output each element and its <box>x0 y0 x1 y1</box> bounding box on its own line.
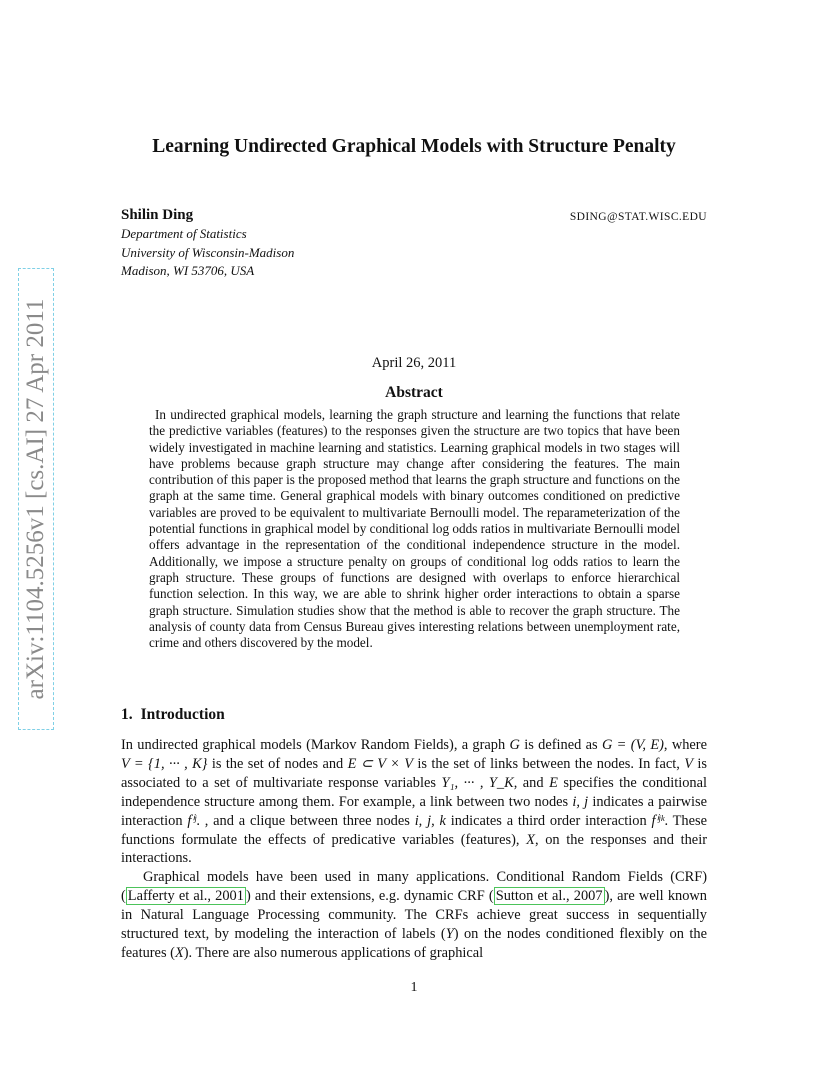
author-block <box>121 206 707 281</box>
text-span: ) on the nodes conditioned flexibly on the features ( <box>121 926 707 961</box>
arxiv-identifier[interactable]: arXiv:1104.5256v1 [cs.AI] 27 Apr 2011 <box>22 298 49 700</box>
paper-date: April 26, 2011 <box>371 355 457 371</box>
intro-paragraph-1 <box>121 736 707 868</box>
text-span: , where <box>663 737 707 753</box>
affiliation-university: University of Wisconsin-Madison <box>121 244 295 260</box>
text-span: . These functions formulate the effects of predicative variables (features), <box>121 812 707 848</box>
text-span: is the set of links between the nodes. In fact, <box>413 755 685 772</box>
author-email[interactable]: SDING@STAT.WISC.EDU <box>569 211 707 223</box>
math-E-def: E ⊂ V × V <box>347 755 414 772</box>
math-E: E <box>549 774 558 791</box>
math-ijk: i, j, k <box>414 812 446 829</box>
math-Y-set: Y₁, ··· , Y_K <box>441 774 514 791</box>
text-span: ) and their extensions, e.g. dynamic CRF ( <box>245 888 494 905</box>
abstract-heading: Abstract <box>385 384 443 401</box>
citation-lafferty[interactable]: Lafferty et al., 2001 <box>127 888 244 905</box>
text-span: Graphical models have been used in many applications. Conditional Random Fields (CRF) ( <box>121 869 707 905</box>
math-V-def: V = {1, ··· , K} <box>121 755 208 772</box>
intro-paragraph-2 <box>121 868 707 963</box>
text-span: ). There are also numerous applications of graphical <box>183 944 484 961</box>
text-span: indicates a third order interaction <box>445 812 652 829</box>
math-X: X <box>174 944 184 961</box>
math-f-ijk: fⁱʲᵏ <box>651 812 665 829</box>
math-V: V <box>684 755 694 772</box>
text-span: , on the responses and their interactions. <box>121 831 707 867</box>
text-span: In undirected graphical models (Markov Random Fields), a graph <box>121 737 510 753</box>
section-title: Introduction <box>140 706 225 723</box>
math-G: G <box>509 737 520 753</box>
text-span: indicates a pairwise interaction <box>121 793 707 829</box>
section-number: 1. <box>121 706 133 723</box>
affiliation-department: Department of Statistics <box>121 226 247 241</box>
text-span: . , and a clique between three nodes <box>196 812 415 829</box>
math-ij: i, j <box>572 793 589 810</box>
text-span: is the set of nodes and <box>207 755 348 772</box>
author-name: Shilin Ding <box>121 207 194 223</box>
text-span: is associated to a set of multivariate response variables <box>121 755 707 791</box>
text-span: specifies the conditional independence structure among them. For example, a link between two nodes <box>121 774 707 810</box>
abstract-text: In undirected graphical models, learning the graph structure and learning the functions that relate the predictive variables (features) to the responses given the structure are two topics that have been widely investigated in machine learning and statistics. Learning graphical models in two stages will have problems because graph structure may change after considering the features. The main contribution of this paper is the proposed method that learns the graph structure and functions on the graph at the same time. General graphical models with binary outcomes conditioned on predictive variables are proved to be equivalent to multivariate Bernoulli model. The reparameterization of the potential functions in graphical model by conditional log odds ratios in multivariate Bernoulli model offers advantage in the representation of the conditional independence structure in the model. Additionally, we impose a structure penalty on groups of conditional log odds ratios to learn the graph structure. These groups of functions are designed with overlaps to enforce hierarchical function selection. In this way, we are able to shrink higher order interactions to obtain a sparse graph structure. Simulation studies show that the method is able to recover the graph structure. The analysis of county data from Census Bureau gives interesting relations between unemployment rate, crime and others discovered by the model. <box>149 407 680 651</box>
intro-body <box>121 736 707 963</box>
math-G-def: G = (V, E) <box>601 737 664 753</box>
page-number: 1 <box>410 980 418 995</box>
math-X: X <box>526 831 535 848</box>
paper-title: Learning Undirected Graphical Models with Structure Penalty <box>152 136 676 157</box>
text-span: is defined as <box>519 737 602 753</box>
math-Y: Y <box>445 926 454 943</box>
section-heading <box>121 706 225 724</box>
text-span: , and <box>513 774 550 791</box>
math-f-ij: fⁱʲ <box>187 812 197 829</box>
affiliation-address: Madison, WI 53706, USA <box>121 263 255 278</box>
text-span: ), are well known in Natural Language Processing community. The CRFs achieve great success in sequentially structured text, by modeling the interaction of labels ( <box>121 888 707 943</box>
citation-sutton[interactable]: Sutton et al., 2007 <box>495 888 603 905</box>
